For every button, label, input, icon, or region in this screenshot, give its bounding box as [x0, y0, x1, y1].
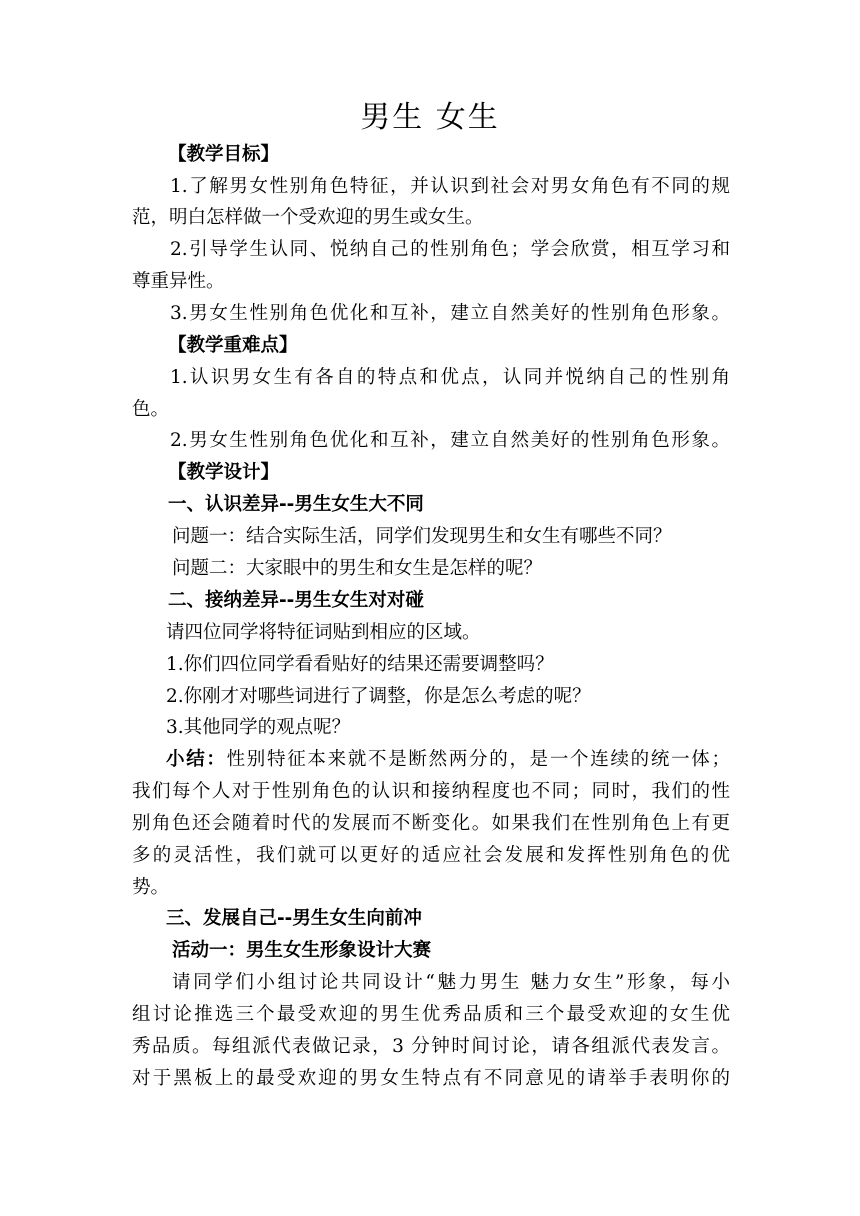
goals-heading: 【教学目标】	[168, 144, 280, 165]
part1-question1: 问题一：结合实际生活，同学们发现男生和女生有哪些不同？	[172, 526, 672, 547]
activity1-para-line2: 组讨论推选三个最受欢迎的男生优秀品质和三个最受欢迎的女生优	[132, 1004, 730, 1025]
summary-line5: 势。	[132, 877, 170, 898]
goals-item2-line1: 2.引导学生认同、悦纳自己的性别角色；学会欣赏，相互学习和	[170, 239, 730, 260]
activity1-heading: 活动一：男生女生形象设计大赛	[172, 940, 432, 961]
design-heading: 【教学设计】	[168, 462, 280, 483]
summary-line4: 多的灵活性，我们就可以更好的适应社会发展和发挥性别角色的优	[132, 845, 730, 866]
part2-question3: 3.其他同学的观点呢？	[166, 717, 351, 738]
activity1-para-line1: 请同学们小组讨论共同设计“魅力男生 魅力女生”形象，每小	[172, 972, 730, 993]
part1-heading: 一、认识差异--男生女生大不同	[168, 494, 424, 515]
summary-line1	[166, 748, 730, 772]
goals-item1-line1: 1.了解男女性别角色特征，并认识到社会对男女角色有不同的规	[170, 176, 730, 197]
part2-question2: 2.你刚才对哪些词进行了调整，你是怎么考虑的呢？	[166, 686, 591, 707]
goals-item1-line2: 范，明白怎样做一个受欢迎的男生或女生。	[132, 207, 484, 228]
activity1-para-line4: 对于黑板上的最受欢迎的男女生特点有不同意见的请举手表明你的	[132, 1068, 730, 1089]
keypoints-heading: 【教学重难点】	[168, 335, 298, 356]
summary-label: 小结：	[166, 749, 227, 770]
part1-question2: 问题二：大家眼中的男生和女生是怎样的呢？	[172, 558, 543, 579]
summary-line3: 别角色还会随着时代的发展而不断变化。如果我们在性别角色上有更	[132, 813, 730, 834]
goals-item2-line2: 尊重异性。	[132, 271, 225, 292]
page-title: 男生 女生	[360, 100, 500, 135]
part2-question1: 1.你们四位同学看看贴好的结果还需要调整吗？	[166, 654, 554, 675]
part2-heading: 二、接纳差异--男生女生对对碰	[168, 590, 424, 611]
keypoints-item1-line2: 色。	[132, 399, 170, 420]
summary-line2: 我们每个人对于性别角色的认识和接纳程度也不同；同时，我们的性	[132, 781, 730, 802]
activity1-para-line3: 秀品质。每组派代表做记录，3 分钟时间讨论，请各组派代表发言。	[132, 1036, 730, 1057]
part3-heading: 三、发展自己--男生女生向前冲	[166, 908, 422, 929]
summary-line1-text: 性别特征本来就不是断然两分的，是一个连续的统一体；	[226, 749, 730, 770]
goals-item3: 3.男女生性别角色优化和互补，建立自然美好的性别角色形象。	[170, 303, 730, 324]
keypoints-item1-line1: 1.认识男女生有各自的特点和优点，认同并悦纳自己的性别角	[170, 367, 730, 388]
part2-intro: 请四位同学将特征词贴到相应的区域。	[166, 622, 481, 643]
keypoints-item2: 2.男女生性别角色优化和互补，建立自然美好的性别角色形象。	[170, 430, 730, 451]
